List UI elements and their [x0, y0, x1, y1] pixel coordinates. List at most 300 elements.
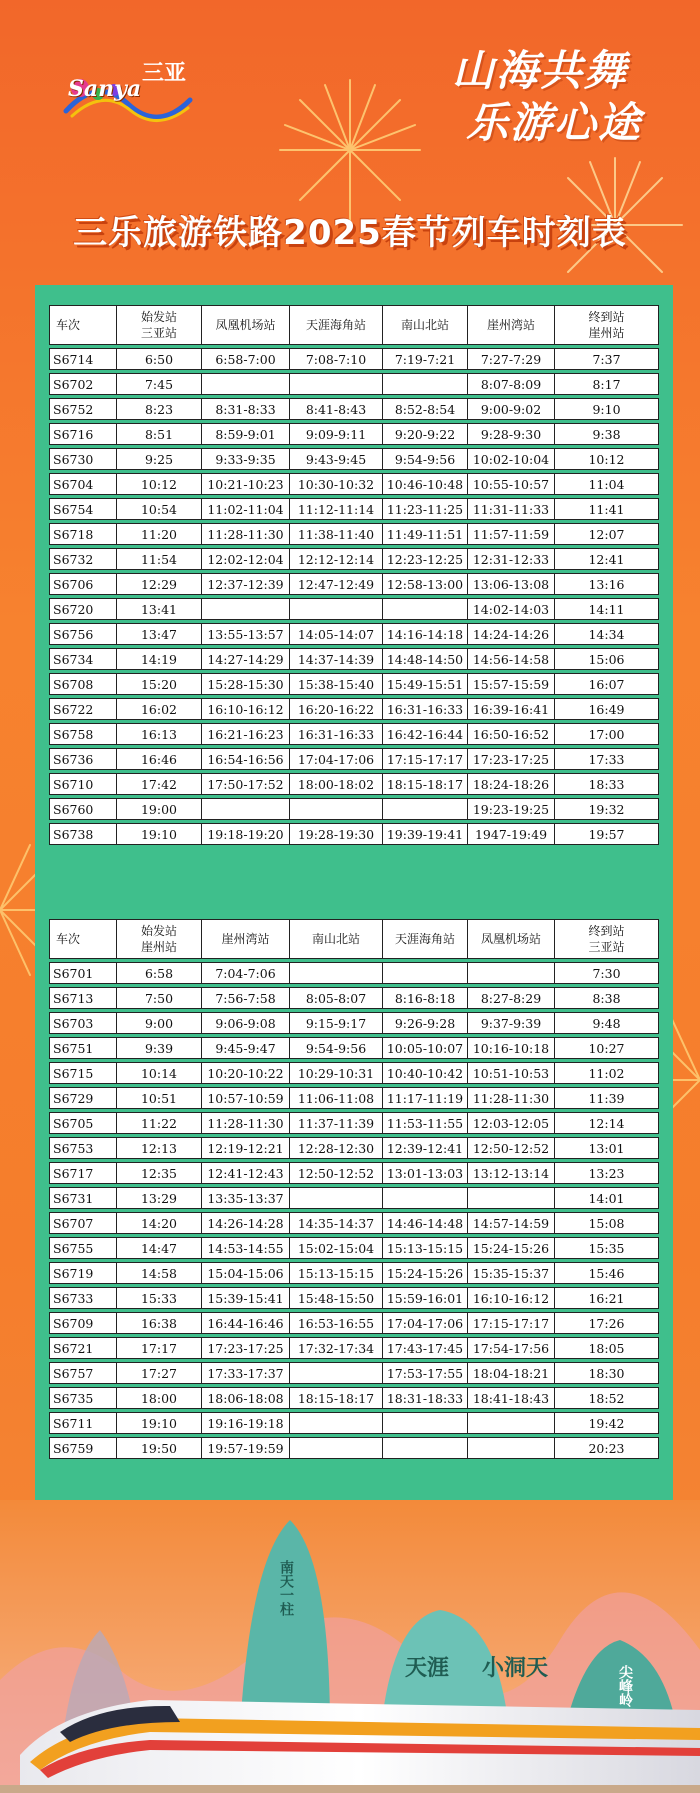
time-cell: 15:35	[555, 1237, 659, 1259]
time-cell	[202, 798, 290, 820]
time-cell: 19:39-19:41	[383, 823, 468, 845]
time-cell: 10:30-10:32	[290, 473, 383, 495]
train-number-cell: S6722	[49, 698, 117, 720]
time-cell: 10:55-10:57	[468, 473, 555, 495]
time-cell: 11:38-11:40	[290, 523, 383, 545]
time-cell: 14:02-14:03	[468, 598, 555, 620]
time-cell: 10:40-10:42	[383, 1062, 468, 1084]
time-cell: 14:24-14:26	[468, 623, 555, 645]
time-cell: 9:48	[555, 1012, 659, 1034]
time-cell: 13:35-13:37	[202, 1187, 290, 1209]
time-cell: 16:54-16:56	[202, 748, 290, 770]
table-row	[49, 573, 659, 595]
time-cell: 19:00	[117, 798, 202, 820]
time-cell: 10:12	[117, 473, 202, 495]
time-cell: 15:46	[555, 1262, 659, 1284]
train-number-cell: S6714	[49, 348, 117, 370]
time-cell: 8:41-8:43	[290, 398, 383, 420]
time-cell: 17:04-17:06	[383, 1312, 468, 1334]
rock-label-nantian: 南天一柱	[278, 1560, 294, 1616]
time-cell: 13:12-13:14	[468, 1162, 555, 1184]
time-cell: 14:20	[117, 1212, 202, 1234]
time-cell: 16:49	[555, 698, 659, 720]
time-cell: 16:07	[555, 673, 659, 695]
time-cell: 12:47-12:49	[290, 573, 383, 595]
table-row	[49, 723, 659, 745]
time-cell: 15:13-15:15	[290, 1262, 383, 1284]
time-cell	[383, 598, 468, 620]
time-cell: 6:50	[117, 348, 202, 370]
time-cell: 18:06-18:08	[202, 1387, 290, 1409]
train-number-cell: S6703	[49, 1012, 117, 1034]
time-cell: 15:13-15:15	[383, 1237, 468, 1259]
time-cell: 12:13	[117, 1137, 202, 1159]
time-cell: 18:00-18:02	[290, 773, 383, 795]
time-cell	[202, 598, 290, 620]
table-row	[49, 1087, 659, 1109]
time-cell: 11:39	[555, 1087, 659, 1109]
time-cell: 18:00	[117, 1387, 202, 1409]
time-cell: 9:45-9:47	[202, 1037, 290, 1059]
train-number-cell: S6720	[49, 598, 117, 620]
time-cell: 10:16-10:18	[468, 1037, 555, 1059]
time-cell: 11:41	[555, 498, 659, 520]
time-cell: 16:02	[117, 698, 202, 720]
time-cell	[383, 1437, 468, 1459]
column-header-station: 天涯海角站	[290, 305, 383, 345]
timetable-northbound-panel	[35, 913, 673, 1520]
time-cell: 10:14	[117, 1062, 202, 1084]
column-header-station: 崖州湾站	[202, 919, 290, 959]
time-cell: 10:51-10:53	[468, 1062, 555, 1084]
time-cell	[290, 1412, 383, 1434]
time-cell: 18:04-18:21	[468, 1362, 555, 1384]
time-cell: 7:08-7:10	[290, 348, 383, 370]
time-cell: 18:15-18:17	[383, 773, 468, 795]
time-cell	[290, 962, 383, 984]
time-cell: 19:16-19:18	[202, 1412, 290, 1434]
table-row	[49, 987, 659, 1009]
time-cell: 7:04-7:06	[202, 962, 290, 984]
time-cell: 9:09-9:11	[290, 423, 383, 445]
time-cell: 8:51	[117, 423, 202, 445]
table-row	[49, 1362, 659, 1384]
time-cell: 18:41-18:43	[468, 1387, 555, 1409]
time-cell: 13:23	[555, 1162, 659, 1184]
train-number-cell: S6758	[49, 723, 117, 745]
train-number-cell: S6702	[49, 373, 117, 395]
train-number-cell: S6713	[49, 987, 117, 1009]
table-row	[49, 1137, 659, 1159]
time-cell: 11:57-11:59	[468, 523, 555, 545]
table-row	[49, 748, 659, 770]
column-header-station: 崖州湾站	[468, 305, 555, 345]
time-cell: 10:51	[117, 1087, 202, 1109]
time-cell	[468, 962, 555, 984]
time-cell: 18:31-18:33	[383, 1387, 468, 1409]
time-cell: 18:52	[555, 1387, 659, 1409]
slogan-line-2: 乐游心途	[466, 98, 643, 147]
time-cell: 13:41	[117, 598, 202, 620]
table-row	[49, 1037, 659, 1059]
train-number-cell: S6716	[49, 423, 117, 445]
time-cell: 18:05	[555, 1337, 659, 1359]
column-header-station: 凤凰机场站	[468, 919, 555, 959]
time-cell: 12:23-12:25	[383, 548, 468, 570]
column-header-station: 始发站 崖州站	[117, 919, 202, 959]
rock-label-xiaodongtian: 小洞天	[482, 1655, 549, 1681]
time-cell: 11:28-11:30	[202, 523, 290, 545]
train-number-cell: S6757	[49, 1362, 117, 1384]
time-cell: 10:21-10:23	[202, 473, 290, 495]
time-cell: 17:00	[555, 723, 659, 745]
table-row	[49, 648, 659, 670]
time-cell: 11:28-11:30	[202, 1112, 290, 1134]
time-cell: 12:19-12:21	[202, 1137, 290, 1159]
time-cell: 7:27-7:29	[468, 348, 555, 370]
rock-label-jianfengling: 尖峰岭	[617, 1665, 633, 1707]
table-row	[49, 673, 659, 695]
time-cell: 15:20	[117, 673, 202, 695]
time-cell: 12:03-12:05	[468, 1112, 555, 1134]
train-number-cell: S6705	[49, 1112, 117, 1134]
train-number-cell: S6706	[49, 573, 117, 595]
time-cell: 8:52-8:54	[383, 398, 468, 420]
time-cell: 7:45	[117, 373, 202, 395]
time-cell: 12:07	[555, 523, 659, 545]
time-cell: 14:56-14:58	[468, 648, 555, 670]
table-row	[49, 548, 659, 570]
time-cell: 16:50-16:52	[468, 723, 555, 745]
time-cell: 15:24-15:26	[383, 1262, 468, 1284]
table-row	[49, 498, 659, 520]
time-cell: 17:53-17:55	[383, 1362, 468, 1384]
time-cell	[290, 1437, 383, 1459]
time-cell: 15:06	[555, 648, 659, 670]
train-number-cell: S6729	[49, 1087, 117, 1109]
time-cell: 12:12-12:14	[290, 548, 383, 570]
time-cell: 16:13	[117, 723, 202, 745]
time-cell: 17:32-17:34	[290, 1337, 383, 1359]
table-row	[49, 773, 659, 795]
time-cell: 12:37-12:39	[202, 573, 290, 595]
time-cell: 9:25	[117, 448, 202, 470]
time-cell	[290, 598, 383, 620]
time-cell: 9:15-9:17	[290, 1012, 383, 1034]
train-number-cell: S6717	[49, 1162, 117, 1184]
time-cell: 7:19-7:21	[383, 348, 468, 370]
column-header-station: 南山北站	[290, 919, 383, 959]
time-cell: 7:30	[555, 962, 659, 984]
time-cell: 8:23	[117, 398, 202, 420]
time-cell: 10:27	[555, 1037, 659, 1059]
time-cell: 17:17	[117, 1337, 202, 1359]
time-cell: 11:28-11:30	[468, 1087, 555, 1109]
time-cell: 14:16-14:18	[383, 623, 468, 645]
time-cell: 16:21	[555, 1287, 659, 1309]
time-cell: 16:39-16:41	[468, 698, 555, 720]
time-cell: 12:28-12:30	[290, 1137, 383, 1159]
time-cell: 9:38	[555, 423, 659, 445]
time-cell: 17:23-17:25	[202, 1337, 290, 1359]
time-cell: 14:57-14:59	[468, 1212, 555, 1234]
time-cell: 19:18-19:20	[202, 823, 290, 845]
time-cell: 9:39	[117, 1037, 202, 1059]
time-cell: 16:31-16:33	[290, 723, 383, 745]
table-row	[49, 798, 659, 820]
time-cell: 17:33	[555, 748, 659, 770]
train-number-cell: S6735	[49, 1387, 117, 1409]
time-cell	[468, 1437, 555, 1459]
time-cell	[383, 373, 468, 395]
time-cell: 8:38	[555, 987, 659, 1009]
time-cell: 13:16	[555, 573, 659, 595]
time-cell: 19:28-19:30	[290, 823, 383, 845]
time-cell: 11:20	[117, 523, 202, 545]
sanya-logo	[58, 56, 198, 126]
time-cell: 9:00	[117, 1012, 202, 1034]
time-cell: 16:53-16:55	[290, 1312, 383, 1334]
time-cell: 8:05-8:07	[290, 987, 383, 1009]
column-header-station: 凤凰机场站	[202, 305, 290, 345]
time-cell: 11:22	[117, 1112, 202, 1134]
time-cell: 10:02-10:04	[468, 448, 555, 470]
train-number-cell: S6752	[49, 398, 117, 420]
time-cell: 16:10-16:12	[468, 1287, 555, 1309]
time-cell: 14:34	[555, 623, 659, 645]
time-cell	[290, 1187, 383, 1209]
time-cell: 13:55-13:57	[202, 623, 290, 645]
time-cell: 15:04-15:06	[202, 1262, 290, 1284]
time-cell: 19:10	[117, 823, 202, 845]
time-cell: 16:38	[117, 1312, 202, 1334]
train-number-cell: S6731	[49, 1187, 117, 1209]
time-cell: 19:50	[117, 1437, 202, 1459]
time-cell: 19:10	[117, 1412, 202, 1434]
time-cell: 10:12	[555, 448, 659, 470]
time-cell: 19:57-19:59	[202, 1437, 290, 1459]
time-cell: 11:06-11:08	[290, 1087, 383, 1109]
time-cell: 17:27	[117, 1362, 202, 1384]
train-number-cell: S6715	[49, 1062, 117, 1084]
column-header-train: 车次	[49, 305, 117, 345]
table-row	[49, 1212, 659, 1234]
time-cell: 11:49-11:51	[383, 523, 468, 545]
time-cell	[290, 1362, 383, 1384]
train-number-cell: S6707	[49, 1212, 117, 1234]
train-number-cell: S6754	[49, 498, 117, 520]
train-number-cell: S6709	[49, 1312, 117, 1334]
time-cell: 18:33	[555, 773, 659, 795]
time-cell: 10:29-10:31	[290, 1062, 383, 1084]
time-cell: 18:15-18:17	[290, 1387, 383, 1409]
time-cell: 12:41-12:43	[202, 1162, 290, 1184]
time-cell: 17:43-17:45	[383, 1337, 468, 1359]
time-cell: 15:02-15:04	[290, 1237, 383, 1259]
time-cell: 12:41	[555, 548, 659, 570]
time-cell: 11:23-11:25	[383, 498, 468, 520]
time-cell: 9:28-9:30	[468, 423, 555, 445]
time-cell: 13:29	[117, 1187, 202, 1209]
time-cell: 14:19	[117, 648, 202, 670]
time-cell: 15:49-15:51	[383, 673, 468, 695]
time-cell: 6:58	[117, 962, 202, 984]
table-row	[49, 398, 659, 420]
time-cell: 10:46-10:48	[383, 473, 468, 495]
time-cell: 8:59-9:01	[202, 423, 290, 445]
time-cell: 13:47	[117, 623, 202, 645]
time-cell: 9:33-9:35	[202, 448, 290, 470]
train-number-cell: S6734	[49, 648, 117, 670]
time-cell: 8:16-8:18	[383, 987, 468, 1009]
time-cell	[468, 1412, 555, 1434]
table-header-row	[49, 919, 659, 959]
time-cell: 17:50-17:52	[202, 773, 290, 795]
time-cell: 19:42	[555, 1412, 659, 1434]
time-cell	[383, 798, 468, 820]
time-cell: 9:10	[555, 398, 659, 420]
time-cell: 9:00-9:02	[468, 398, 555, 420]
train-number-cell: S6732	[49, 548, 117, 570]
time-cell: 11:12-11:14	[290, 498, 383, 520]
table-row	[49, 423, 659, 445]
time-cell: 16:21-16:23	[202, 723, 290, 745]
time-cell: 15:33	[117, 1287, 202, 1309]
time-cell: 17:15-17:17	[383, 748, 468, 770]
table-row	[49, 962, 659, 984]
time-cell: 8:07-8:09	[468, 373, 555, 395]
time-cell: 7:37	[555, 348, 659, 370]
time-cell: 9:20-9:22	[383, 423, 468, 445]
table-row	[49, 1162, 659, 1184]
train-number-cell: S6751	[49, 1037, 117, 1059]
column-header-station: 始发站 三亚站	[117, 305, 202, 345]
time-cell: 11:31-11:33	[468, 498, 555, 520]
train-number-cell: S6756	[49, 623, 117, 645]
time-cell: 12:29	[117, 573, 202, 595]
table-row	[49, 1187, 659, 1209]
logo-script: Sanya	[68, 76, 142, 102]
logo-text: 三亚	[142, 60, 187, 86]
table-row	[49, 1012, 659, 1034]
time-cell: 9:26-9:28	[383, 1012, 468, 1034]
time-cell: 15:38-15:40	[290, 673, 383, 695]
train-number-cell: S6759	[49, 1437, 117, 1459]
time-cell	[383, 962, 468, 984]
table-row	[49, 1437, 659, 1459]
train-number-cell: S6738	[49, 823, 117, 845]
time-cell: 11:53-11:55	[383, 1112, 468, 1134]
time-cell: 8:31-8:33	[202, 398, 290, 420]
time-cell: 18:24-18:26	[468, 773, 555, 795]
time-cell: 11:54	[117, 548, 202, 570]
time-cell: 14:48-14:50	[383, 648, 468, 670]
train-number-cell: S6755	[49, 1237, 117, 1259]
train-number-cell: S6760	[49, 798, 117, 820]
time-cell: 14:37-14:39	[290, 648, 383, 670]
table-row	[49, 1387, 659, 1409]
time-cell: 20:23	[555, 1437, 659, 1459]
time-cell: 14:47	[117, 1237, 202, 1259]
train-number-cell: S6704	[49, 473, 117, 495]
time-cell: 10:54	[117, 498, 202, 520]
train-number-cell: S6736	[49, 748, 117, 770]
column-header-station: 终到站 崖州站	[555, 305, 659, 345]
time-cell	[468, 1187, 555, 1209]
time-cell: 12:35	[117, 1162, 202, 1184]
time-cell: 14:11	[555, 598, 659, 620]
time-cell: 12:58-13:00	[383, 573, 468, 595]
time-cell: 16:31-16:33	[383, 698, 468, 720]
time-cell: 14:46-14:48	[383, 1212, 468, 1234]
time-cell: 15:59-16:01	[383, 1287, 468, 1309]
time-cell: 19:57	[555, 823, 659, 845]
table-row	[49, 523, 659, 545]
time-cell: 16:44-16:46	[202, 1312, 290, 1334]
train-number-cell: S6753	[49, 1137, 117, 1159]
time-cell: 6:58-7:00	[202, 348, 290, 370]
time-cell: 14:58	[117, 1262, 202, 1284]
table-row	[49, 1237, 659, 1259]
scenery-illustration	[0, 1500, 700, 1793]
time-cell: 10:57-10:59	[202, 1087, 290, 1109]
train-number-cell: S6708	[49, 673, 117, 695]
time-cell: 15:35-15:37	[468, 1262, 555, 1284]
time-cell: 13:06-13:08	[468, 573, 555, 595]
time-cell: 16:20-16:22	[290, 698, 383, 720]
time-cell	[383, 1412, 468, 1434]
slogan	[452, 38, 652, 148]
table-row	[49, 373, 659, 395]
train-number-cell: S6730	[49, 448, 117, 470]
column-header-station: 终到站 三亚站	[555, 919, 659, 959]
table-row	[49, 448, 659, 470]
rock-label-tianya: 天涯	[405, 1655, 450, 1681]
time-cell: 17:42	[117, 773, 202, 795]
time-cell: 13:01-13:03	[383, 1162, 468, 1184]
time-cell: 19:32	[555, 798, 659, 820]
table-row	[49, 1062, 659, 1084]
time-cell: 12:02-12:04	[202, 548, 290, 570]
time-cell: 16:42-16:44	[383, 723, 468, 745]
table-row	[49, 1287, 659, 1309]
time-cell: 16:46	[117, 748, 202, 770]
train-number-cell: S6718	[49, 523, 117, 545]
table-row	[49, 1412, 659, 1434]
time-cell: 15:08	[555, 1212, 659, 1234]
time-cell: 17:04-17:06	[290, 748, 383, 770]
time-cell: 14:27-14:29	[202, 648, 290, 670]
time-cell: 9:54-9:56	[290, 1037, 383, 1059]
time-cell: 17:26	[555, 1312, 659, 1334]
time-cell: 15:57-15:59	[468, 673, 555, 695]
table-row	[49, 1262, 659, 1284]
table-row	[49, 598, 659, 620]
time-cell: 15:28-15:30	[202, 673, 290, 695]
table-row	[49, 1312, 659, 1334]
table-row	[49, 348, 659, 370]
table-row	[49, 1337, 659, 1359]
time-cell: 13:01	[555, 1137, 659, 1159]
table-row	[49, 623, 659, 645]
time-cell: 1947-19:49	[468, 823, 555, 845]
time-cell: 9:54-9:56	[383, 448, 468, 470]
time-cell: 7:56-7:58	[202, 987, 290, 1009]
time-cell: 18:30	[555, 1362, 659, 1384]
time-cell: 17:54-17:56	[468, 1337, 555, 1359]
time-cell: 14:53-14:55	[202, 1237, 290, 1259]
time-cell: 17:23-17:25	[468, 748, 555, 770]
